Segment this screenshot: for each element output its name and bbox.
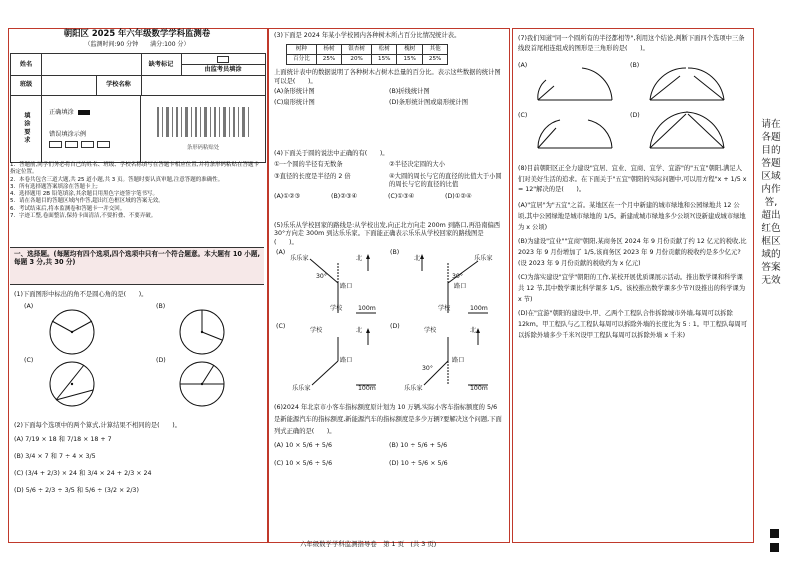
q3-option-d[interactable]: (D)条形统计图或扇形统计图 [389, 98, 469, 106]
table-cell: 15% [397, 55, 422, 65]
home-label: 乐乐家 [292, 384, 311, 392]
q7-option-c[interactable]: (C) [518, 112, 528, 120]
angle-label: 30° [452, 272, 463, 280]
q8-stem: (8)目前朝阳区正全力建设"宜居、宜业、宜商、宜学、宜游"的"五宜"朝阳,满足人们对美好生活的追求。在下面关于"五宜"朝阳的实际问题中,可以用方程"x + 1/5 x = 12"解决的是( )。 [518, 165, 747, 194]
q2-stem: (2)下面每个选项中的两个算式,计算结果不相同的是( )。 [14, 422, 181, 429]
section-heading: 一、选择题。(每题均有四个选项,四个选项中只有一个符合题意。本大题有 10 小题,每题 3 分,共 30 分) [10, 247, 264, 285]
school-label: 学校 [330, 304, 343, 312]
barcode-label: 条形码粘贴处 [186, 145, 220, 152]
question-3 [274, 32, 504, 107]
question-8 [518, 164, 748, 341]
q8-option-b[interactable]: (B)为建设"宜业""宜商"朝阳,某商务区 2024 年 9 月份贡献了约 12 亿元的税收,比 2023 年 9 月份增加了 1/5,该商务区 2023 年 9 月份贡献的税收约是多少亿元?(设 2023 年 9 月份贡献的税收约为 x 亿元) [518, 238, 747, 268]
q4-item: ④大圆的周长与它的直径的比值大于小圆的周长与它的直径的比值 [389, 172, 502, 188]
scale-label: 100m [358, 384, 376, 392]
note-item: 7．字迹工整,卷面整洁,保持卡面清洁,不要折叠、不要弄破。 [10, 212, 157, 219]
north-label: 北 [414, 254, 421, 262]
exam-time-line: （监测时间:90 分钟 满分:100 分） [84, 41, 190, 48]
table-cell: 百分比 [287, 55, 317, 65]
q1-figure-a [44, 307, 100, 357]
barcode-area [141, 95, 265, 162]
school-label: 学校名称 [96, 75, 142, 96]
absent-mark-label: 缺考标记 [141, 54, 182, 76]
question-6 [274, 402, 504, 468]
note-item: 2．本卷共包含三道大题,共 25 道小题,共 3 页。答题时要认真审题,注意答题的准确性。 [10, 176, 224, 183]
fill-requirements-label: 填涂要求 [11, 95, 42, 162]
q7-figure-a [532, 60, 622, 106]
q5-option-b[interactable]: (B) [390, 248, 400, 256]
note-item: 3．所有选择题答案填涂在答题卡上; [10, 183, 98, 190]
table-cell: 15% [372, 55, 397, 65]
question-7 [518, 34, 748, 154]
north-label: 北 [470, 326, 477, 334]
q7-figure-d [644, 108, 734, 154]
q1-option-a[interactable]: (A) [24, 303, 34, 311]
q2-option-c[interactable]: (C) (3/4 + 2/3) × 24 和 3/4 × 24 + 2/3 × 24 [14, 470, 152, 478]
scale-label: 100m [470, 384, 488, 392]
q4-option-b[interactable]: (B)②③④ [331, 193, 358, 201]
note-item: 5．请在各题目的答题区域内作答,超出红色框区域的答案无效。 [10, 198, 164, 205]
home-label: 乐乐家 [474, 254, 493, 262]
q2-option-d[interactable]: (D) 5/6 ÷ 2/3 ÷ 3/5 和 5/6 ÷ (3/2 × 2/3) [14, 486, 139, 494]
home-label: 乐乐家 [290, 254, 309, 262]
school-label: 学校 [310, 326, 323, 334]
table-cell: 20% [342, 55, 372, 65]
table-cell: 银杏树 [342, 45, 372, 55]
scale-label: 100m [470, 304, 488, 312]
q7-figure-b [644, 60, 734, 106]
q1-figure-d [174, 359, 230, 409]
q1-figure-c [44, 359, 100, 409]
alignment-mark [770, 543, 779, 552]
q5-map-c [288, 327, 388, 393]
page-footer: 六年级数学学科监测指导卷 第 1 页 (共 3 页) [300, 540, 437, 548]
road-label: 路口 [340, 282, 353, 290]
scale-label: 100m [358, 304, 376, 312]
q6-option-b[interactable]: (B) 10 ÷ 5/6 + 5/6 [389, 441, 448, 449]
home-label: 乐乐家 [404, 384, 423, 392]
proctor-fill-label: 由监考员填涂 [181, 64, 265, 76]
question-1 [14, 291, 262, 407]
q7-figure-c [532, 108, 622, 154]
q1-stem: (1)下面图形中标出的角不是圆心角的是( )。 [14, 291, 148, 298]
north-label: 北 [356, 326, 363, 334]
correct-fill-label: 正确填涂 [49, 108, 74, 116]
q7-stem: (7)我们知道"同一个圆所有的半径都相等",利用这个结论,判断下面四个选项中三条线段首尾相连组成的图形是三角形的是( )。 [518, 35, 745, 53]
exam-title: 朝阳区 2025 年六年级数学学科监测卷 [63, 28, 211, 38]
q5-option-a[interactable]: (A) [276, 248, 286, 256]
q3-option-c[interactable]: (C)扇形统计图 [274, 98, 315, 106]
q5-option-c[interactable]: (C) [276, 322, 286, 330]
table-cell: 25% [316, 55, 341, 65]
q5-stem: (5)乐乐从学校回家的路线是:从学校出发,向正北方向走 200m 到路口,再沿南偏西 30°方向走 300m 到达乐乐家。下面能正确表示乐乐从学校回家的路线图是( )。 [274, 222, 501, 246]
question-5 [274, 222, 504, 395]
class-field[interactable] [41, 75, 97, 96]
north-label: 北 [356, 254, 363, 262]
road-label: 路口 [340, 356, 353, 364]
q1-option-b[interactable]: (B) [156, 303, 166, 311]
q6-option-c[interactable]: (C) 10 × 5/6 ÷ 5/6 [274, 459, 333, 467]
question-2 [14, 422, 262, 495]
q6-stem: (6)2024 年北京市小客车指标额度原计划为 10 万辆,实际小客车指标额度的 5/6 是新能源汽车的指标额度,新能源汽车的指标额度是多少万辆?要解决这个问题,下面列式正确的是( )。 [274, 404, 502, 435]
q4-option-a[interactable]: (A)①②③ [274, 193, 301, 201]
q3-stem: (3)下面是 2024 年某小学校园内各种树木所占百分比情况统计表。 [274, 32, 461, 39]
note-item: 6．考试结束后,将本监测卷和答题卡一并交回。 [10, 205, 126, 212]
q8-option-a[interactable]: (A)"宜居"为"五宜"之首。某地区在一个月中新建的城市绿地和公园绿地共 12 公顷,其中公园绿地是城市绿地的 1/5。新建成城市绿地多少公顷?(设新建成城市绿地为 x 公顷) [518, 202, 746, 232]
student-info-table [10, 53, 266, 163]
fill-examples [41, 95, 141, 162]
school-label: 学校 [424, 326, 437, 334]
barcode-icon [153, 105, 253, 145]
q6-option-d[interactable]: (D) 10 ÷ 5/6 × 5/6 [389, 459, 448, 467]
note-item: 4．选择题用 2B 铅笔填涂,其余题目用黑色字迹签字笔书写。 [10, 191, 159, 197]
school-field[interactable] [141, 75, 265, 96]
q4-item: ①一个圆的半径有无数条 [274, 161, 343, 169]
q3-text: 上面统计表中的数据说明了各种树木占树木总量的百分比。表示这些数据的统计图可以是( )。 [274, 69, 501, 85]
table-cell: 杨树 [316, 45, 341, 55]
q5-option-d[interactable]: (D) [390, 322, 400, 330]
q4-item: ②半径决定圆的大小 [389, 161, 446, 169]
q4-option-c[interactable]: (C)①③④ [388, 193, 415, 201]
road-label: 路口 [452, 356, 465, 364]
name-label: 姓名 [11, 54, 42, 76]
table-cell: 松树 [372, 45, 397, 55]
q2-option-a[interactable]: (A) 7/19 × 18 和 7/18 × 18 + 7 [14, 436, 112, 444]
wrong-fill-label: 错误填涂示例 [49, 130, 87, 138]
q4-item: ③直径的长度是半径的 2 倍 [274, 172, 351, 180]
q2-option-b[interactable]: (B) 3/4 × 7 和 7 ÷ 4 × 3/5 [14, 453, 96, 461]
q1-option-c[interactable]: (C) [24, 357, 34, 365]
school-label: 学校 [438, 304, 451, 312]
q7-option-b[interactable]: (B) [630, 62, 640, 70]
name-field[interactable] [41, 54, 142, 76]
table-cell: 树种 [287, 45, 317, 55]
alignment-mark [770, 529, 779, 538]
angle-label: 30° [316, 272, 327, 280]
q3-option-a[interactable]: (A)条形统计图 [274, 87, 315, 95]
question-4 [274, 150, 504, 201]
side-warning-note: 请在各题目的答题区域内作答,超出红色框区域的答案无效 [761, 119, 781, 286]
q4-stem: (4)下面关于圆的说法中正确的有( )。 [274, 150, 389, 157]
q8-option-d[interactable]: (D)在"宜游"朝阳的建设中,甲、乙两个工程队合作拆除城市外墙,每周可以拆除 12km。甲工程队与乙工程队每周可以拆除外墙的长度比为 5 : 1。甲工程队每周可以拆除外墙多少千米?(设甲工程队每周可以拆除外墙 x 千米) [518, 310, 748, 340]
angle-label: 30° [422, 364, 433, 372]
q7-option-a[interactable]: (A) [518, 62, 528, 70]
table-cell: 25% [422, 55, 447, 65]
class-label: 班级 [11, 75, 42, 96]
q7-option-d[interactable]: (D) [630, 112, 640, 120]
q1-figure-b [174, 307, 230, 357]
q1-option-d[interactable]: (D) [156, 357, 166, 365]
table-cell: 槐树 [397, 45, 422, 55]
q3-option-b[interactable]: (B)折线统计图 [389, 87, 430, 95]
note-item: 1．答题前,同学们务必将自己的姓名、班级、学校名称填写在答题卡相应位置,并将条形码粘贴在答题卡指定位置。 [10, 162, 259, 176]
road-label: 路口 [454, 282, 467, 290]
q8-option-c[interactable]: (C)为落实建设"宜学"朝阳的工作,某校开展优质课展示活动。推出数学课和科学课共 12 节,其中数学课比科学课多 1/5。该校推出数学课多少节?(设推出的科学课为 x 节) [518, 274, 746, 304]
q6-option-a[interactable]: (A) 10 × 5/6 + 5/6 [274, 441, 333, 449]
exam-notes [10, 162, 264, 220]
q4-option-d[interactable]: (D)①②④ [445, 193, 472, 201]
table-cell: 其他 [422, 45, 447, 55]
q3-tree-table [286, 44, 448, 65]
